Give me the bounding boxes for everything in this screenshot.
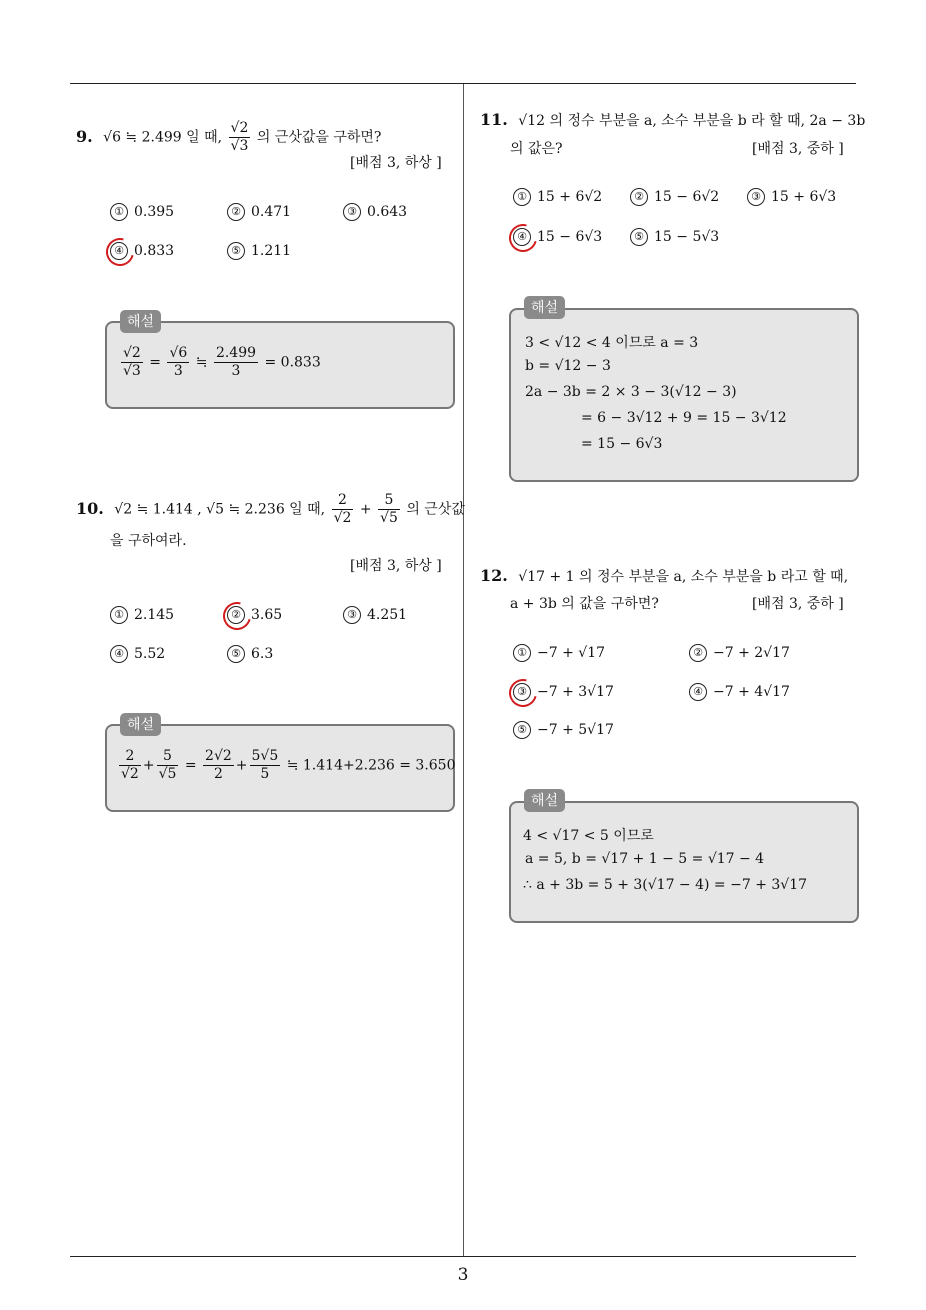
q9-solution-tag: 해설 <box>120 310 161 333</box>
q12-solution-tag: 해설 <box>524 789 565 812</box>
q10-choice-1[interactable]: ① 2.145 <box>110 606 174 624</box>
q9-fraction: $\frac{√2}{√3}$ <box>230 120 249 154</box>
q10-stem-line2: 을 구하여라. <box>110 533 187 549</box>
q10-post: 의 근삿값 <box>406 501 465 518</box>
q9-score: [배점 3, 하상 ] <box>350 155 442 171</box>
q10-choice-3[interactable]: ③ 4.251 <box>343 606 407 624</box>
q12-choice-5[interactable]: ⑤ −7 + 5√17 <box>513 721 614 739</box>
q12-choice-3[interactable]: ③ −7 + 3√17 <box>513 683 614 701</box>
q10-solution-box <box>105 724 455 812</box>
q10-solution-tag: 해설 <box>120 713 161 736</box>
q9-solution: $\frac{√2}{√3}$ = $\frac{√6}{3}$ ≒ $\frac{2.499}{3}$ = 0.833 <box>123 345 321 379</box>
q9-choice-2[interactable]: ② 0.471 <box>227 203 291 221</box>
q10-solution: $\frac{2}{√2}$ + $\frac{5}{√5}$ = $\frac{2√2}{2}$ + $\frac{5√5}{5}$ ≒ 1.414+2.236 = 3.650 <box>121 748 456 782</box>
q9-pre: √6 ≒ 2.499 일 때, <box>103 129 223 146</box>
q12-solution-line-1: 4 < √17 < 5 이므로 <box>523 828 654 844</box>
q12-choice-2[interactable]: ② −7 + 2√17 <box>689 644 790 662</box>
q11-number: 11. <box>480 110 508 129</box>
q9-choice-3[interactable]: ③ 0.643 <box>343 203 407 221</box>
q9-solution-box <box>105 321 455 409</box>
q11-solution-line-2: b = √12 − 3 <box>525 358 611 374</box>
q11-solution-tag: 해설 <box>524 296 565 319</box>
page-number: 3 <box>457 1265 469 1285</box>
q11-solution-box <box>509 308 859 482</box>
column-divider <box>463 84 464 1256</box>
q10-choice-2[interactable]: ② 3.65 <box>227 606 282 624</box>
q10-choice-4[interactable]: ④ 5.52 <box>110 645 165 663</box>
q11-solution-line-1: 3 < √12 < 4 이므로 a = 3 <box>525 335 699 351</box>
answer-mark: ④ <box>110 242 128 260</box>
q10-choice-5[interactable]: ⑤ 6.3 <box>227 645 273 663</box>
answer-mark: ③ <box>513 683 531 701</box>
q9-stem <box>76 120 381 155</box>
q11-solution-line-4: = 6 − 3√12 + 9 = 15 − 3√12 <box>581 410 787 426</box>
q11-choice-4[interactable]: ④ 15 − 6√3 <box>513 228 602 246</box>
q9-choice-4[interactable]: ④ 0.833 <box>110 242 174 260</box>
q11-stem <box>480 110 865 130</box>
q10-number: 10. <box>76 498 104 518</box>
answer-mark: ④ <box>513 228 531 246</box>
q12-line1: √17 + 1 의 정수 부분을 a, 소수 부분을 b 라고 할 때, <box>518 569 849 585</box>
q12-score: [배점 3, 중하 ] <box>752 596 844 612</box>
q11-choice-2[interactable]: ② 15 − 6√2 <box>630 188 719 206</box>
q12-solution-line-2: a = 5, b = √17 + 1 − 5 = √17 − 4 <box>525 851 765 867</box>
q11-choice-3[interactable]: ③ 15 + 6√3 <box>747 188 836 206</box>
q10-score: [배점 3, 하상 ] <box>350 558 442 574</box>
bottom-rule <box>70 1256 856 1257</box>
q9-choice-5[interactable]: ⑤ 1.211 <box>227 242 291 260</box>
q12-stem <box>480 566 848 586</box>
q12-line2: a + 3b 의 값을 구하면? <box>510 596 659 612</box>
q9-post: 의 근삿값을 구하면? <box>256 129 382 146</box>
q11-choice-5[interactable]: ⑤ 15 − 5√3 <box>630 228 719 246</box>
q11-choice-1[interactable]: ① 15 + 6√2 <box>513 188 602 206</box>
q12-number: 12. <box>480 566 508 585</box>
q12-solution-box <box>509 801 859 923</box>
q12-choice-4[interactable]: ④ −7 + 4√17 <box>689 683 790 701</box>
q10-pre: √2 ≒ 1.414 , √5 ≒ 2.236 일 때, <box>114 501 326 518</box>
q12-choice-1[interactable]: ① −7 + √17 <box>513 644 605 662</box>
q9-number: 9. <box>76 126 93 146</box>
q11-line1: √12 의 정수 부분을 a, 소수 부분을 b 라 할 때, 2a − 3b <box>518 113 866 129</box>
q11-solution-line-5: = 15 − 6√3 <box>581 436 663 452</box>
answer-mark: ② <box>227 606 245 624</box>
q10-stem: 10. √2 ≒ 1.414 , √5 ≒ 2.236 일 때, $\frac{2}{√2}$ + $\frac{5}{√5}$ 의 근삿값 <box>76 492 465 526</box>
q11-line2: 의 값은? <box>510 141 563 157</box>
q11-score: [배점 3, 중하 ] <box>752 141 844 157</box>
q11-solution-line-3: 2a − 3b = 2 × 3 − 3(√12 − 3) <box>525 384 737 400</box>
q12-solution-line-3: ∴ a + 3b = 5 + 3(√17 − 4) = −7 + 3√17 <box>523 877 808 893</box>
q9-choice-1[interactable]: ① 0.395 <box>110 203 174 221</box>
